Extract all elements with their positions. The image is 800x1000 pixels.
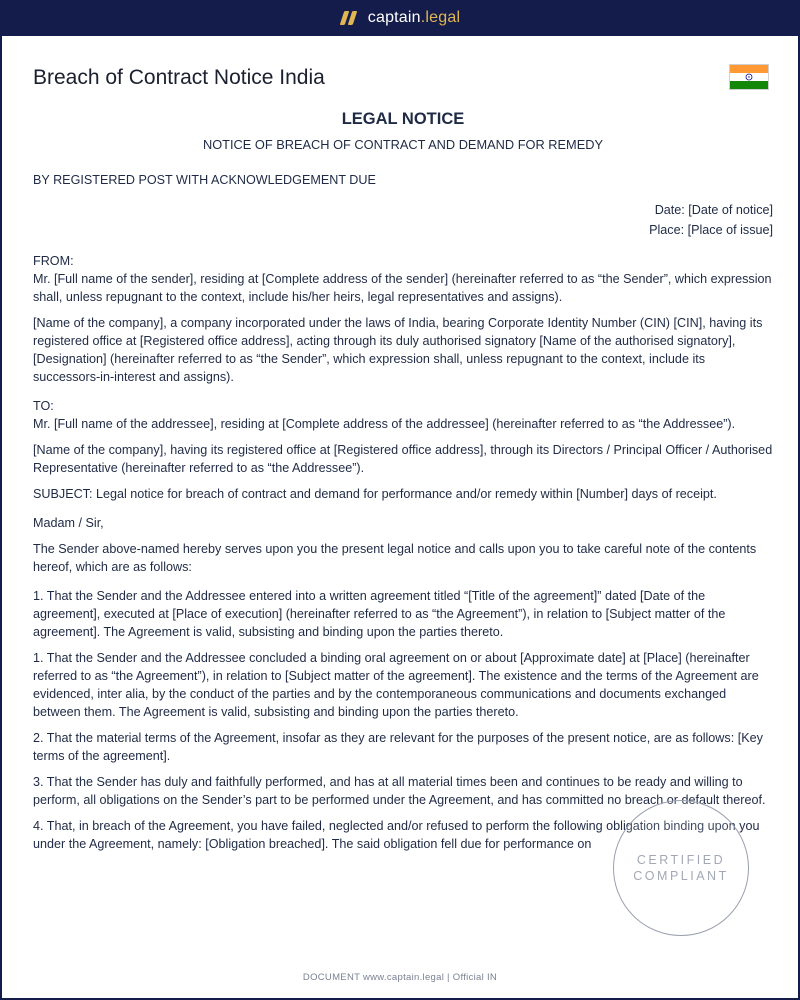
clause-3: 3. That the Sender has duly and faithfully performed, and has at all material times been and continues to be ready and willing to perform, all obligations on the Sender’s part to be performed under the Agreement, and has committed no breach or default thereof. bbox=[33, 775, 766, 807]
india-flag-icon bbox=[729, 64, 769, 90]
to-label: TO: bbox=[33, 399, 54, 413]
document-title: Breach of Contract Notice India bbox=[33, 66, 325, 89]
clause-2: 2. That the material terms of the Agreement, insofar as they are relevant for the purposes of the present notice, are as follows: [Key terms of the agreement]. bbox=[33, 731, 763, 763]
brand-name-tld: .legal bbox=[420, 9, 461, 26]
delivery-method: BY REGISTERED POST WITH ACKNOWLEDGEMENT DUE bbox=[33, 173, 376, 187]
clause-1-written: 1. That the Sender and the Addressee entered into a written agreement titled “[Title of the agreement]” dated [Date of the agreement], executed at [Place of execution] (hereinafter referred to as “the Agreement”), in relation to [Subject matter of the agreement]. The Agreement is valid, subsisting and binding upon the parties thereto. bbox=[33, 589, 726, 639]
salutation: Madam / Sir, bbox=[33, 516, 104, 530]
stamp-line-2: COMPLIANT bbox=[633, 869, 729, 883]
notice-date: Date: [Date of notice] bbox=[654, 203, 773, 217]
stamp-line-1: CERTIFIED bbox=[636, 853, 726, 867]
notice-place: Place: [Place of issue] bbox=[649, 223, 773, 237]
to-company: [Name of the company], having its registered office at [Registered office address], through its Directors / Principal Officer / Authorised Representative (hereinafter referred to as “the Addressee”). bbox=[33, 443, 773, 475]
clause-1-oral: 1. That the Sender and the Addressee concluded a binding oral agreement on or about [Approximate date] at [Place] (hereinafter referred to as “the Agreement”), in relation to [Subject matter of the agreement]. The existence and the terms of the Agreement are evidenced, inter alia, by the conduct of the parties and by the contemporaneous communications and documents exchanged between them. The Agreement is valid, subsisting and binding upon the parties thereto. bbox=[33, 651, 759, 719]
document-frame bbox=[0, 36, 800, 1000]
notice-heading: LEGAL NOTICE bbox=[341, 110, 465, 128]
notice-subheading: NOTICE OF BREACH OF CONTRACT AND DEMAND FOR REMEDY bbox=[202, 137, 604, 152]
top-bar bbox=[0, 0, 800, 36]
brand-name-main: captain bbox=[367, 9, 421, 26]
intro-paragraph: The Sender above-named hereby serves upon you the present legal notice and calls upon you to take careful note of the contents hereof, which are as follows: bbox=[33, 542, 757, 574]
from-individual: Mr. [Full name of the sender], residing at [Complete address of the sender] (hereinafter referred to as “the Sender”, which expression shall, unless repugnant to the context, include his/her heirs, legal representatives and assigns). bbox=[33, 272, 772, 304]
notice-subject: SUBJECT: Legal notice for breach of contract and demand for performance and/or remedy within [Number] days of receipt. bbox=[33, 487, 717, 501]
brand-logo[interactable] bbox=[340, 9, 460, 27]
to-individual: Mr. [Full name of the addressee], residing at [Complete address of the addressee] (hereinafter referred to as “the Addressee”). bbox=[33, 417, 736, 431]
document-footer: DOCUMENT www.captain.legal | Official IN bbox=[302, 972, 498, 983]
notice-body bbox=[33, 108, 773, 853]
from-company: [Name of the company], a company incorporated under the laws of India, bearing Corporate Identity Number (CIN) [CIN], having its registered office at [Registered office address], acting through its duly authorised signatory [Name of the authorised signatory], [Designation] (hereinafter referred to as “the Sender”, which expression shall, unless repugnant to the context, include its successors-in-interest and assigns). bbox=[33, 316, 763, 384]
clause-4: 4. That, in breach of the Agreement, you have failed, neglected and/or refused to perform the following obligation binding upon you under the Agreement, namely: [Obligation breached]. The said obligation fell due for performance on bbox=[33, 819, 760, 851]
from-label: FROM: bbox=[33, 254, 74, 268]
brand-name bbox=[368, 9, 460, 27]
notice-meta bbox=[33, 200, 773, 240]
certified-compliant-stamp bbox=[613, 800, 749, 936]
captain-legal-logo-icon bbox=[340, 10, 358, 26]
